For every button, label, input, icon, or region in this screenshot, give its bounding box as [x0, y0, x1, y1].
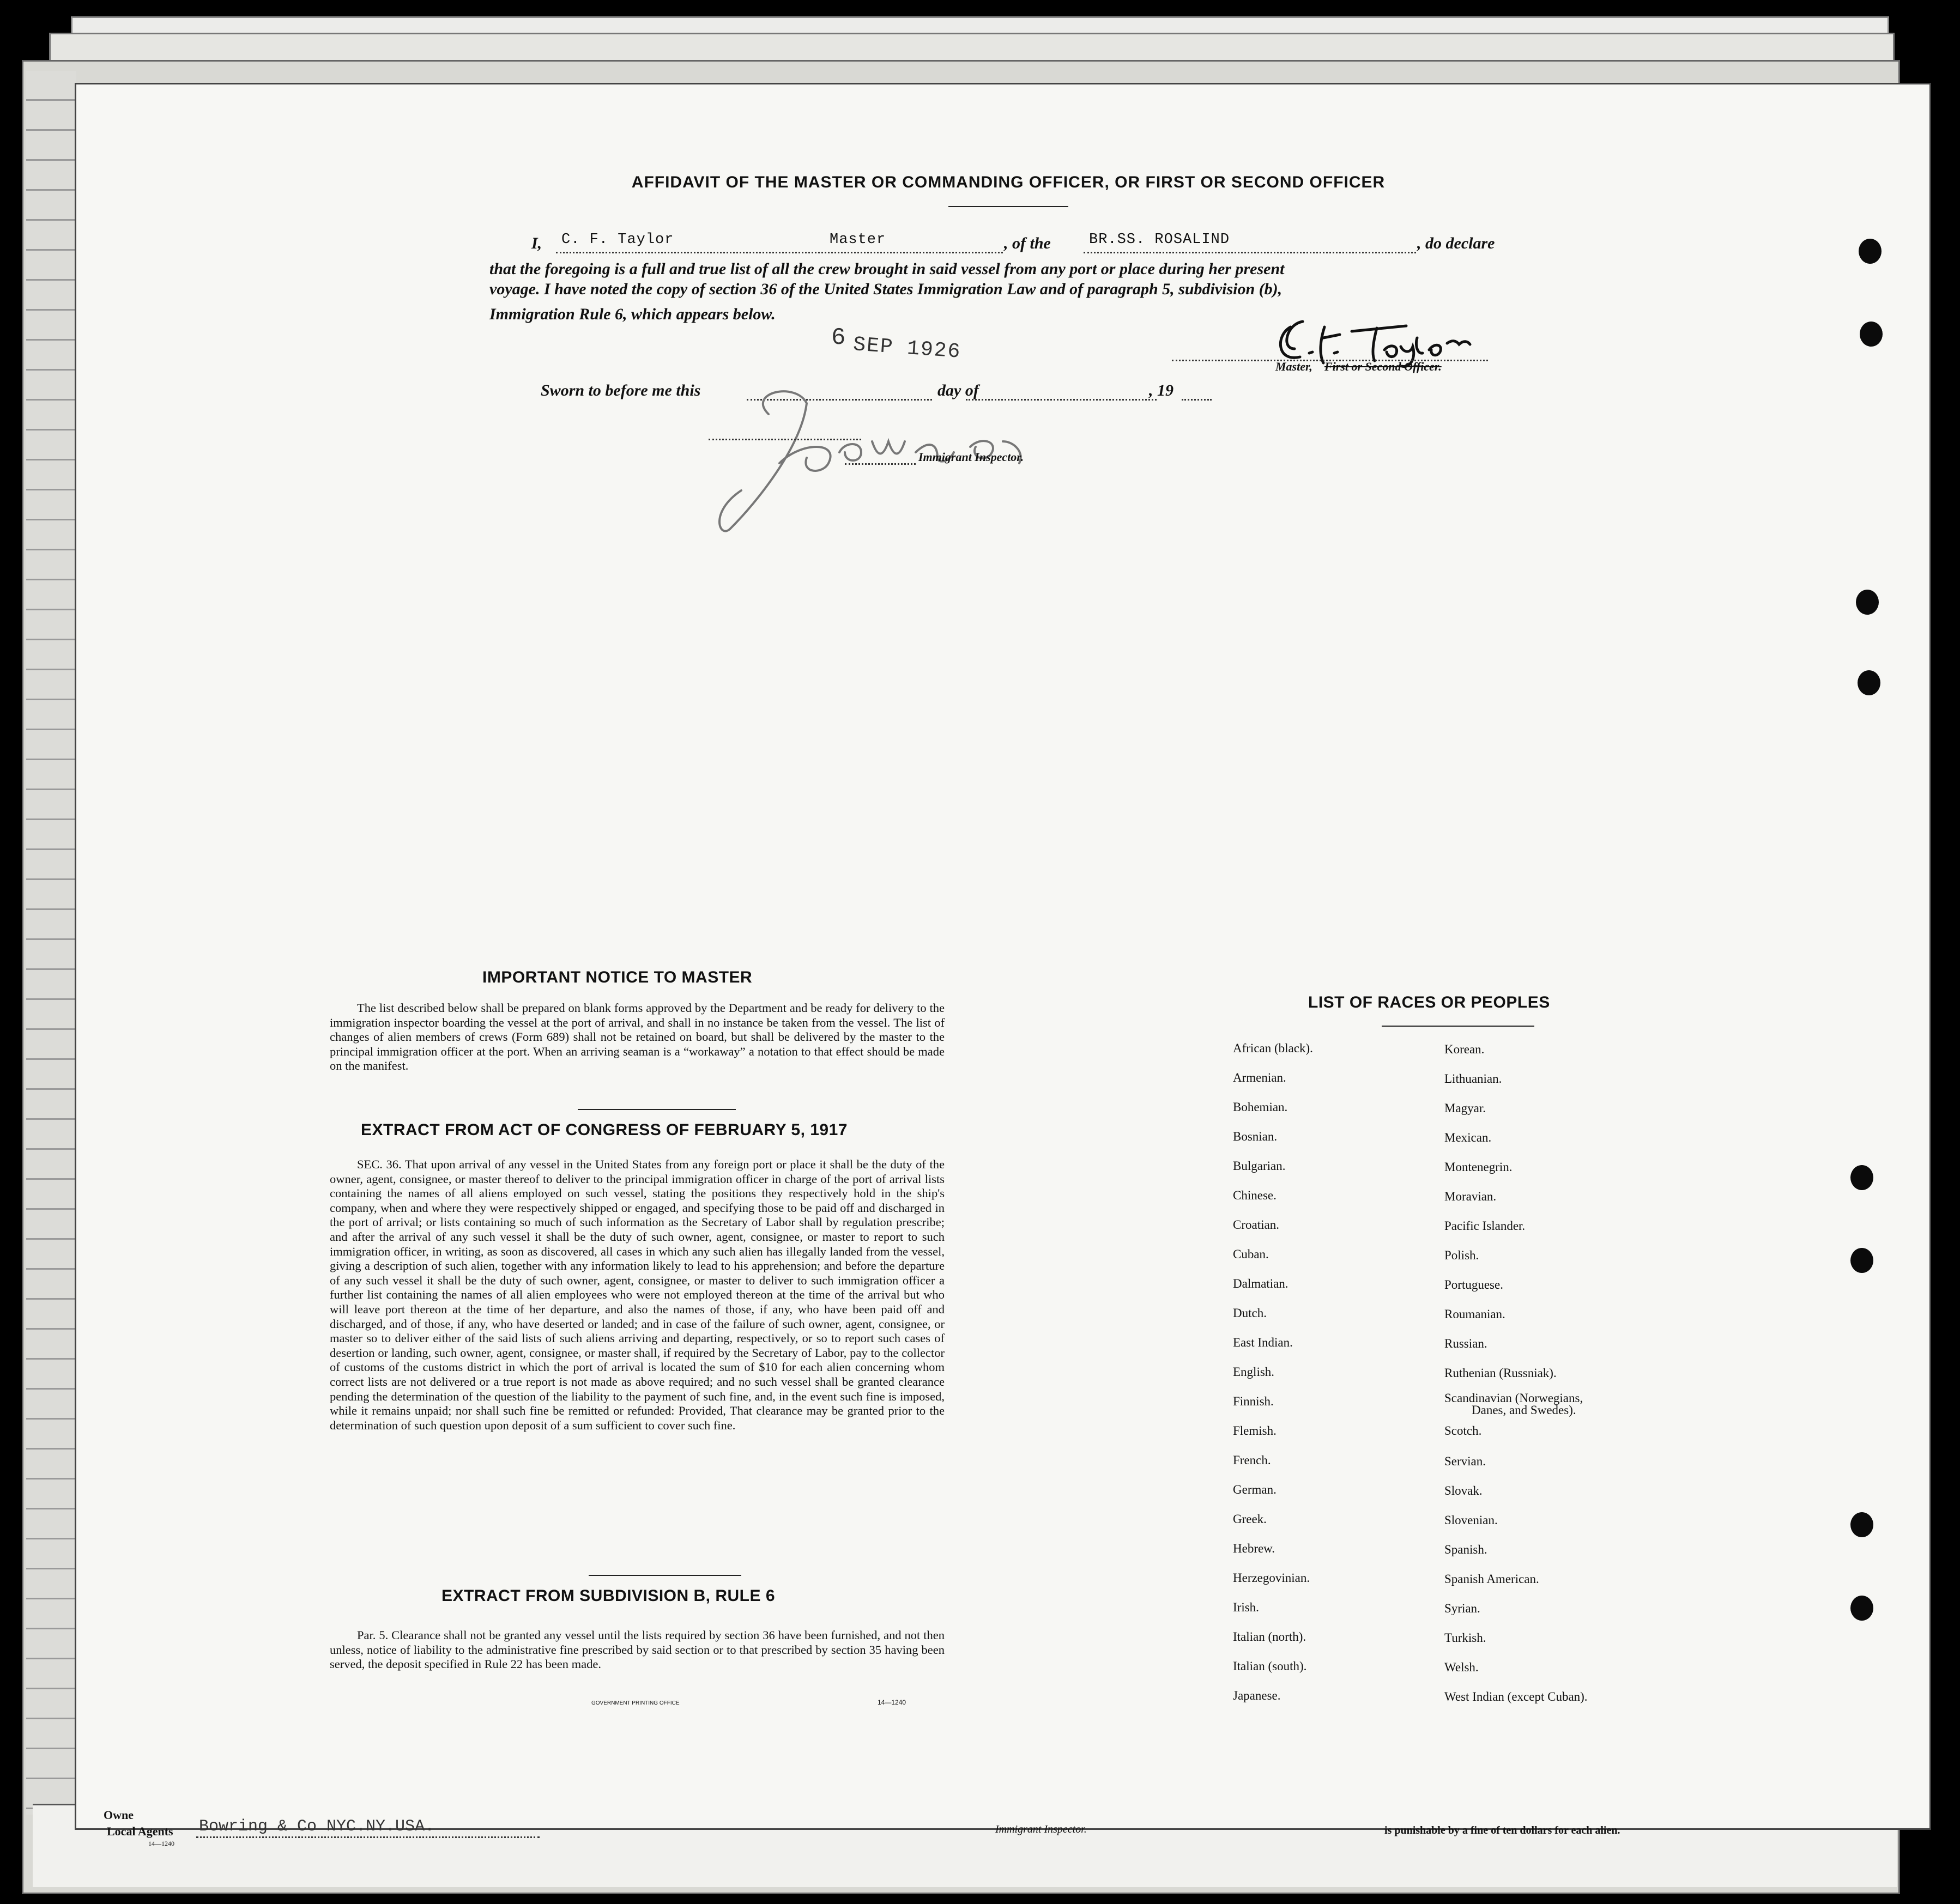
- race-item: West Indian (except Cuban).: [1444, 1690, 1588, 1703]
- day-of-text: day of: [937, 381, 979, 399]
- master-label: Master,: [1275, 360, 1312, 373]
- punch-hole: [1859, 239, 1882, 264]
- act-heading: EXTRACT FROM ACT OF CONGRESS OF FEBRUARY 5, 1917: [361, 1121, 848, 1139]
- act-text: SEC. 36. That upon arrival of any vessel in the United States from any foreign port or place it shall be the duty of the owner, agent, consignee, or master thereof to deliver to the principal immigration officer in charge of the port of arrival lists containing the names of all aliens employed on such vessel, stating the positions they respectively hold in the ship's company, when and where they were respectively shipped or engaged, and specifying those to be paid off and discharged in the port of arrival; or lists containing so much of such information as the Secretary of Labor shall by regulation prescribe; and after the arrival of any such vessel it shall be the duty of such owner, agent, consignee, or master to report to such immigration officer, in writing, as soon as discovered, all cases in which any such alien has illegally landed from the vessel, giving a description of such alien, together with any information likely to lead to his apprehension; and before the departure of any such vessel it shall be the duty of such owner, agent, consignee, or master to deliver to such immigration officer a further list containing the names of all alien employees who were not employed thereon at the time of the arrival but who will leave port thereon at the time of her departure, and also the names of those, if any, who have been paid off and discharged, and of those, if any, who have deserted or landed; and in case of the failure of such owner, agent, consignee, or master so to deliver either of the said lists of such aliens arriving and departing, respectively, or so to report such cases of desertion or landing, such owner, agent, consignee, or master shall, if required by the Secretary of Labor, pay to the collector of customs of the customs district in which the port of arrival is located the sum of $10 for each alien concerning whom correct lists are not delivered or a true report is not made as above required; and no such vessel shall be granted clearance pending the determination of the question of the liability to the payment of such fine, and, in the event such fine is imposed, while it remains unpaid; nor shall such fine be remitted or refunded: Provided, That clearance may be granted prior to the determination of such question upon deposit of a sum sufficient to cover such fine.: [330, 1157, 945, 1432]
- punch-hole: [1850, 1512, 1873, 1537]
- sworn-text: Sworn to before me this: [541, 381, 701, 399]
- race-item: Scotch.: [1444, 1424, 1482, 1438]
- owner-label: Owne: [104, 1808, 134, 1822]
- rule-heading: EXTRACT FROM SUBDIVISION B, RULE 6: [441, 1587, 776, 1605]
- title-rule: [948, 206, 1068, 207]
- race-item: Bosnian.: [1233, 1130, 1278, 1143]
- year-line: [1182, 399, 1212, 401]
- race-item: Finnish.: [1233, 1394, 1274, 1408]
- race-item: Montenegrin.: [1444, 1160, 1513, 1174]
- affidavit-line2: that the foregoing is a full and true list of all the crew brought in said vessel from any port or place during her present: [489, 260, 1285, 278]
- race-item: Armenian.: [1233, 1071, 1286, 1084]
- race-item: Herzegovinian.: [1233, 1571, 1310, 1585]
- race-item: German.: [1233, 1483, 1277, 1496]
- race-item: Polish.: [1444, 1248, 1479, 1262]
- affidavit-line3: voyage. I have noted the copy of section 36 of the United States Immigration Law and of paragraph 5, subdivision (b),: [489, 280, 1283, 298]
- notice-text: The list described below shall be prepared on blank forms approved by the Department and be ready for delivery to the immigration inspector boarding the vessel at the port of arrival, and shall in no instance be taken from the vessel. The list of changes of alien members of crews (Form 689) shall not be retained on board, but shall be delivered by the master to the principal immigration officer at the port. When an arriving seaman is a “workaway” a notation to that effect should be made on the manifest.: [330, 1001, 945, 1073]
- inspector-label: Immigrant Inspector.: [918, 450, 1024, 464]
- race-item: Turkish.: [1444, 1631, 1486, 1645]
- printer-note: GOVERNMENT PRINTING OFFICE: [591, 1700, 680, 1706]
- races-heading: LIST OF RACES OR PEOPLES: [1308, 993, 1550, 1011]
- master-rank: Master: [830, 232, 886, 248]
- race-item: Korean.: [1444, 1042, 1485, 1056]
- race-item: East Indian.: [1233, 1336, 1293, 1349]
- punch-hole: [1860, 322, 1883, 347]
- race-item: Slovak.: [1444, 1484, 1483, 1497]
- races-rule: [1382, 1026, 1534, 1027]
- inspector-line-2: [845, 463, 916, 465]
- form-number: 14—1240: [878, 1699, 906, 1706]
- race-item: African (black).: [1233, 1041, 1313, 1055]
- race-item: Italian (south).: [1233, 1659, 1307, 1673]
- punch-hole: [1850, 1248, 1873, 1273]
- race-item: Flemish.: [1233, 1424, 1277, 1438]
- race-item: Lithuanian.: [1444, 1072, 1502, 1086]
- date-stamp-day: 6: [831, 324, 847, 351]
- race-item: Servian.: [1444, 1454, 1486, 1468]
- rule-text: Par. 5. Clearance shall not be granted any vessel until the lists required by section 36 have been furnished, and not then unless, notice of liability to the administrative fine prescribed by said section or to that prescribed by section 35 having been served, the deposit specified in Rule 22 has been made.: [330, 1628, 945, 1671]
- race-item: Roumanian.: [1444, 1307, 1505, 1321]
- race-item: Chinese.: [1233, 1189, 1277, 1202]
- punch-hole: [1850, 1165, 1873, 1190]
- fine-note: is punishable by a fine of ten dollars for each alien.: [1384, 1824, 1620, 1836]
- notice-rule: [578, 1109, 736, 1110]
- date-stamp: SEP 1926: [852, 333, 962, 364]
- race-item: Spanish American.: [1444, 1572, 1539, 1586]
- race-item: Welsh.: [1444, 1660, 1479, 1674]
- race-item: Dutch.: [1233, 1306, 1267, 1320]
- affidavit-line4: Immigration Rule 6, which appears below.: [489, 305, 776, 323]
- name-line: [556, 252, 1003, 253]
- race-item: Ruthenian (Russniak).: [1444, 1366, 1557, 1380]
- bottom-form-number: 14—1240: [148, 1840, 174, 1847]
- race-item: Syrian.: [1444, 1602, 1480, 1615]
- race-item: Moravian.: [1444, 1190, 1497, 1203]
- bottom-inspector-label: Immigrant Inspector.: [995, 1823, 1087, 1835]
- race-item: Spanish.: [1444, 1543, 1487, 1556]
- race-item: French.: [1233, 1453, 1271, 1467]
- race-item: Magyar.: [1444, 1101, 1486, 1115]
- race-item: Cuban.: [1233, 1247, 1269, 1261]
- of-the-text: , of the: [1004, 234, 1051, 252]
- race-item: Scandinavian (Norwegians,: [1444, 1391, 1583, 1405]
- race-item: Italian (north).: [1233, 1630, 1306, 1644]
- ruled-edge: [26, 71, 76, 1815]
- race-item: Greek.: [1233, 1512, 1267, 1526]
- race-item: Russian.: [1444, 1337, 1487, 1350]
- act-rule: [589, 1575, 741, 1576]
- race-item: Bohemian.: [1233, 1100, 1288, 1114]
- race-item: Pacific Islander.: [1444, 1219, 1526, 1233]
- punch-hole: [1856, 590, 1879, 615]
- do-declare-text: , do declare: [1417, 234, 1495, 252]
- year-prefix: , 19: [1149, 381, 1173, 399]
- race-item: Bulgarian.: [1233, 1159, 1286, 1173]
- vessel-line: [1084, 252, 1416, 253]
- affidavit-title: AFFIDAVIT OF THE MASTER OR COMMANDING OFFICER, OR FIRST OR SECOND OFFICER: [631, 173, 1386, 191]
- agents-line: [196, 1836, 540, 1838]
- race-item: Portuguese.: [1444, 1278, 1503, 1291]
- race-item: Hebrew.: [1233, 1542, 1275, 1555]
- form-page: [76, 84, 1929, 1828]
- race-item-continuation: Danes, and Swedes).: [1472, 1403, 1576, 1417]
- agents-value: Bowring & Co NYC.NY.USA.: [199, 1817, 435, 1836]
- race-item: Croatian.: [1233, 1218, 1279, 1232]
- inspector-line-1: [709, 439, 861, 440]
- race-item: Irish.: [1233, 1600, 1259, 1614]
- race-item: Dalmatian.: [1233, 1277, 1288, 1290]
- punch-hole: [1850, 1596, 1873, 1621]
- notice-heading: IMPORTANT NOTICE TO MASTER: [482, 968, 753, 986]
- struck-officer-label: First or Second Officer.: [1324, 360, 1442, 373]
- vessel-name: BR.SS. ROSALIND: [1089, 232, 1230, 248]
- affidavit-i: I,: [531, 234, 542, 252]
- race-item: Japanese.: [1233, 1689, 1281, 1702]
- agents-label: Local Agents: [107, 1824, 173, 1838]
- race-item: Slovenian.: [1444, 1513, 1498, 1527]
- punch-hole: [1858, 670, 1880, 695]
- race-item: Mexican.: [1444, 1131, 1492, 1144]
- master-name: C. F. Taylor: [561, 232, 674, 248]
- race-item: English.: [1233, 1365, 1275, 1379]
